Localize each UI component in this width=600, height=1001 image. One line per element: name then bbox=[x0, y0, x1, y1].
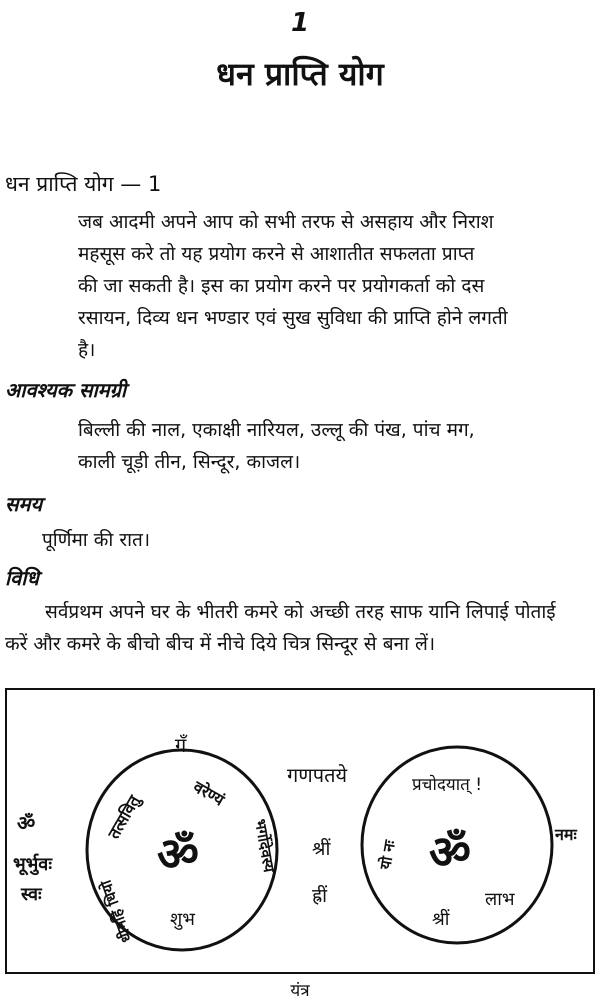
text-line: काली चूड़ी तीन, सिन्दूर, काजल। bbox=[78, 451, 301, 473]
yantra-drawing bbox=[7, 690, 593, 972]
text-line: सर्वप्रथम अपने घर के भीतरी कमरे को अच्छी तरह साफ यानि लिपाई पोताई bbox=[45, 601, 556, 623]
text-line: रसायन, दिव्य धन भण्डार एवं सुख सुविधा की प्राप्ति होने लगती bbox=[78, 307, 508, 329]
tatsavitur-text: तत्सवितु bbox=[104, 792, 144, 842]
materials-heading: आवश्यक सामग्री bbox=[5, 378, 127, 402]
labh-text: लाभ bbox=[485, 889, 515, 910]
chapter-number: 1 bbox=[290, 8, 310, 38]
svah-text: स्वः bbox=[21, 884, 42, 905]
dhimahi-text: धीमहि धियो bbox=[96, 877, 136, 945]
time-text: पूर्णिमा की रात। bbox=[42, 529, 151, 551]
method-paragraph bbox=[5, 596, 595, 660]
text-line: जब आदमी अपने आप को सभी तरफ से असहाय और निराश bbox=[78, 211, 494, 233]
text-line: महसूस करे तो यह प्रयोग करने से आशातीत सफलता प्राप्त bbox=[78, 243, 475, 265]
method-heading: विधि bbox=[5, 566, 39, 590]
shreem-text: श्रीं bbox=[312, 838, 331, 860]
shubh-text: शुभ bbox=[170, 909, 195, 930]
text-line: बिल्ली की नाल, एकाक्षी नारियल, उल्लू की पंख, पांच मग, bbox=[78, 419, 475, 441]
yo-nah-text: यो नः bbox=[376, 838, 400, 871]
intro-paragraph bbox=[78, 206, 508, 366]
bhargo-text: भर्गोदेवस्य bbox=[251, 817, 279, 874]
text-line: है। bbox=[78, 339, 96, 361]
hreem-text: ह्रीं bbox=[312, 885, 328, 907]
namah-text: नमः bbox=[555, 825, 577, 844]
om-symbol: ॐ bbox=[157, 827, 199, 881]
text-line: करें और कमरे के बीचो बीच में नीचे दिये चित्र सिन्दूर से बना लें। bbox=[5, 633, 436, 655]
yantra-caption: यंत्र bbox=[290, 981, 310, 1001]
section-heading: धन प्राप्ति योग — 1 bbox=[5, 172, 162, 196]
prachodayat-text: प्रचोदयात् ! bbox=[412, 775, 483, 795]
text-line: की जा सकती है। इस का प्रयोग करने पर प्रयोगकर्ता को दस bbox=[78, 275, 485, 297]
shreem-inner-text: श्रीं bbox=[432, 909, 450, 930]
page-title: धन प्राप्ति योग bbox=[216, 55, 384, 93]
bhurbhuvah-text: भूर्भुवः bbox=[13, 854, 52, 875]
varenyam-text: वरेण्यं bbox=[190, 777, 228, 810]
om-symbol: ॐ bbox=[429, 825, 471, 879]
gam-text: गँ bbox=[175, 733, 187, 757]
ganapataye-text: गणपतये bbox=[287, 763, 348, 787]
om-outer-text: ॐ bbox=[17, 811, 36, 835]
time-heading: समय bbox=[5, 492, 43, 516]
materials-list bbox=[78, 414, 475, 478]
yantra-diagram bbox=[5, 688, 595, 974]
